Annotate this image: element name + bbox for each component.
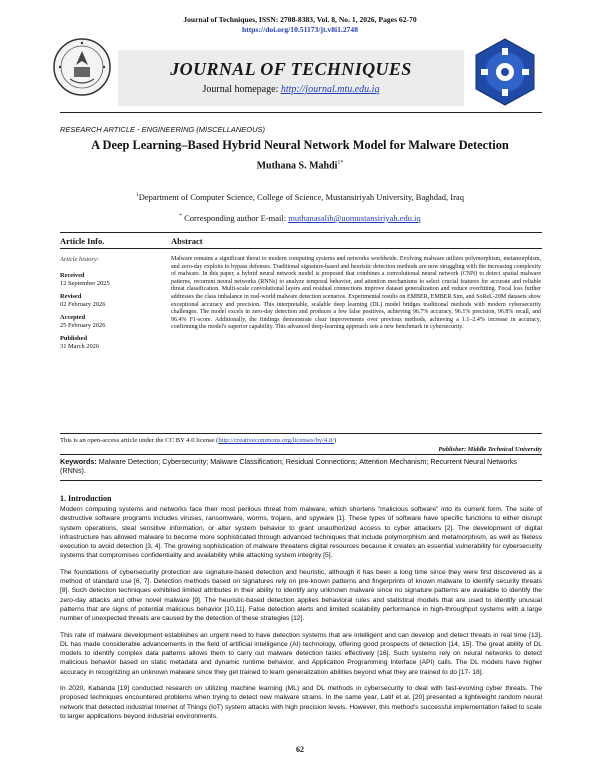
history-label-accepted: Accepted: [60, 314, 86, 321]
keywords-text: Malware Detection; Cybersecurity; Malware Classification; Residual Connections; Attention Mechanism; Recurrent Neural Networks (RNNs).: [60, 457, 517, 476]
history-date-received: 12 September 2025: [60, 280, 110, 287]
affiliation-line: [0, 192, 600, 202]
paper-title: A Deep Learning–Based Hybrid Neural Network Model for Malware Detection: [91, 138, 509, 152]
running-header: [0, 15, 600, 35]
article-type: RESEARCH ARTICLE - ENGINEERING (MISCELLANEOUS): [60, 125, 266, 134]
history-label-received: Received: [60, 272, 85, 279]
keywords: [60, 457, 542, 476]
homepage-label: Journal homepage:: [202, 84, 279, 95]
abstract-heading: Abstract: [171, 236, 203, 246]
abstract-text: Malware remains a significant threat to modern computing systems and networks worldwide. Evolving malware utilizes polymorphism, metamorphism, and zero-day exploits to bypass defenses. Traditional signature-based and heuristic detection methods are now struggling with the increasing complexity of malware. In this paper, a hybrid neural network model is proposed that combines a convolutional neural network (CNN) to detect spatial malware patterns, recurrent neural networks (RNNs) to analyze temporal behavior, and attention mechanisms to select crucial features for accurate and reliable threat classification. Multi-scale convolutional layers and residual connections improve dataset generalization and reduce overfitting. Focal loss further addresses the class imbalance in real-world malware detection scenarios. Experimental results on EMBER, EMBER Sim, and SoReL-20M datasets show exceptional accuracy and precision. This interpretable, scalable deep learning (DL) model bridges traditional methods with modern cybersecurity challenges. The model excels in zero-day detection and produces a few false positives, achieving 96.7% accuracy, 96.1% precision, 96.8% recall, and 96.4% F1-score. Additionally, the findings demonstrate clear improvements over previous methods, achieving a 1.1–2.4% increase in accuracy, confirming the model's superior capability. This advanced deep-learning approach sets a new benchmark in cybersecurity.: [171, 256, 541, 331]
corr-label: Corresponding author E-mail:: [184, 213, 287, 223]
keywords-bottom-divider: [60, 480, 542, 481]
author-marks: 1*: [337, 160, 344, 166]
body-paragraph: In 2020, Kabanda [19] conducted research on utilizing machine learning (ML) and DL methods in cybersecurity to deal with fast-evolving cyber threats. The proposed techniques encountered problems when trying to detect new malware strains. In the same year, Latif et al. [20] presented a lightweight random neural network that detected industrial Internet of Things (IoT) system attacks with high precision levels. However, this method's successful implementation failed to scale to larger applications beyond industrial environments.: [60, 685, 542, 720]
homepage-link[interactable]: http://journal.mtu.edu.iq: [280, 84, 380, 95]
corr-email-link[interactable]: muthanasalih@uomustansiriyah.edu.iq: [288, 213, 421, 223]
license-text: This is an open-access article under the CC BY 4.0 license (: [60, 437, 219, 444]
history-accepted: [60, 314, 160, 330]
history-published: [60, 335, 160, 351]
license-suffix: ): [333, 437, 337, 444]
affiliation: Department of Computer Science, College of Science, Mustansiriyah University, Baghdad, Iraq: [138, 192, 464, 202]
info-top-divider: [60, 232, 542, 233]
body-paragraph: This rate of malware development establishes an urgent need to have detection systems that are intelligent and can develop and detect threats in real time [13]. DL has made considerable advancements in the field of artificial intelligence (AI) technology, offering good prospects of detection [14, 15]. The great ability of DL models to identify complex data patterns allows them to carry out malware detection tasks effectively [16]. Such systems rely on neural networks to detect malicious behavior based on static metadata and dynamic runtime behavior, and Application Programming Interface (API) calls. The DL models have higher accuracy in recognizing an unknown malware since they get trained to learn generalization abilities beyond what they are trained to do [17- 18].: [60, 631, 542, 676]
article-info-heading: Article Info.: [60, 236, 105, 246]
journal-logo: [470, 37, 540, 107]
university-seal-logo: [52, 37, 112, 97]
keywords-label: Keywords:: [60, 457, 97, 466]
corresponding-author-line: [0, 213, 600, 223]
license-line: [60, 437, 542, 444]
history-date-published: 31 March 2026: [60, 343, 100, 350]
history-label: Article history:: [60, 256, 99, 263]
body-paragraph: The foundations of cybersecurity protection are signature-based detection and heuristic, although it has been a long time since they were first discovered as a method of standard use [6, 7]. Detection methods based on signatures rely on pre-known patterns and fingerprints of known malware to identify security threats [8]. Such detection techniques exhibited limited attributes in their ability to identify any unknown malware since no signature patterns are available to identify the zero-day attacks and other novel malware [9]. The heuristic-based detection applies behavioral rules and statistical models that are used to identify unusual patterns that are signs of potential malicious behavior [10,11]. False detection alerts and limited scalability performance in high-throughput systems with a large number of unexpected threats are caused by the detection of these strategies [12].: [60, 568, 542, 623]
publisher: Publisher: Middle Technical University: [438, 446, 542, 453]
citation-line: Journal of Techniques, ISSN: 2708-8383, Vol. 8, No. 1, 2026, Pages 62-70: [183, 15, 417, 24]
history-revised: [60, 293, 160, 309]
journal-homepage-line: [118, 84, 464, 95]
author-name: Muthana S. Mahdi: [256, 160, 338, 172]
body-paragraph: Modern computing systems and networks face their most perilous threat from malware, which shortens "malicious software" into its current form. The suite of destructive software programs includes viruses, ransomware, worms, trojans, and spyware [1]. These types of software have specific functions to either disrupt system operations, steal sensitive information, or alter system behavior to grant unauthorized access to cyber attackers [2]. The development of digital infrastructure has allowed malware to become more sophisticated through advanced techniques that include polymorphism and metamorphism, as well as fileless execution to avoid detection [3, 4]. The growing sophistication of malware threatens digital resources because it creates an essential vulnerability for cybersecurity systems that compromises confidentiality and availability while attacking system integrity [5].: [60, 506, 542, 560]
history-label-revised: Revised: [60, 293, 82, 300]
history-date-revised: 02 February 2026: [60, 301, 106, 308]
section-title-introduction: 1. Introduction: [60, 494, 112, 503]
header-divider: [60, 112, 542, 113]
journal-title: JOURNAL OF TECHNIQUES: [170, 59, 412, 79]
history-date-accepted: 25 February 2026: [60, 322, 106, 329]
body-text: [60, 505, 542, 728]
affiliation-mark: 1: [136, 192, 139, 199]
page-number: 62: [296, 745, 304, 754]
keywords-top-divider: [60, 454, 542, 455]
author-line: [0, 160, 600, 171]
history-label-published: Published: [60, 335, 87, 342]
article-history: [60, 256, 160, 351]
doi-link[interactable]: https://doi.org/10.51173/jt.v8i1.2748: [241, 25, 359, 34]
abstract-bottom-divider: [60, 433, 542, 434]
journal-banner: [118, 50, 464, 106]
corr-mark: *: [179, 213, 183, 220]
info-head-divider: [60, 248, 542, 249]
history-received: [60, 272, 160, 288]
license-link[interactable]: http://creativecommons.org/licenses/by/4.0/: [218, 437, 334, 444]
